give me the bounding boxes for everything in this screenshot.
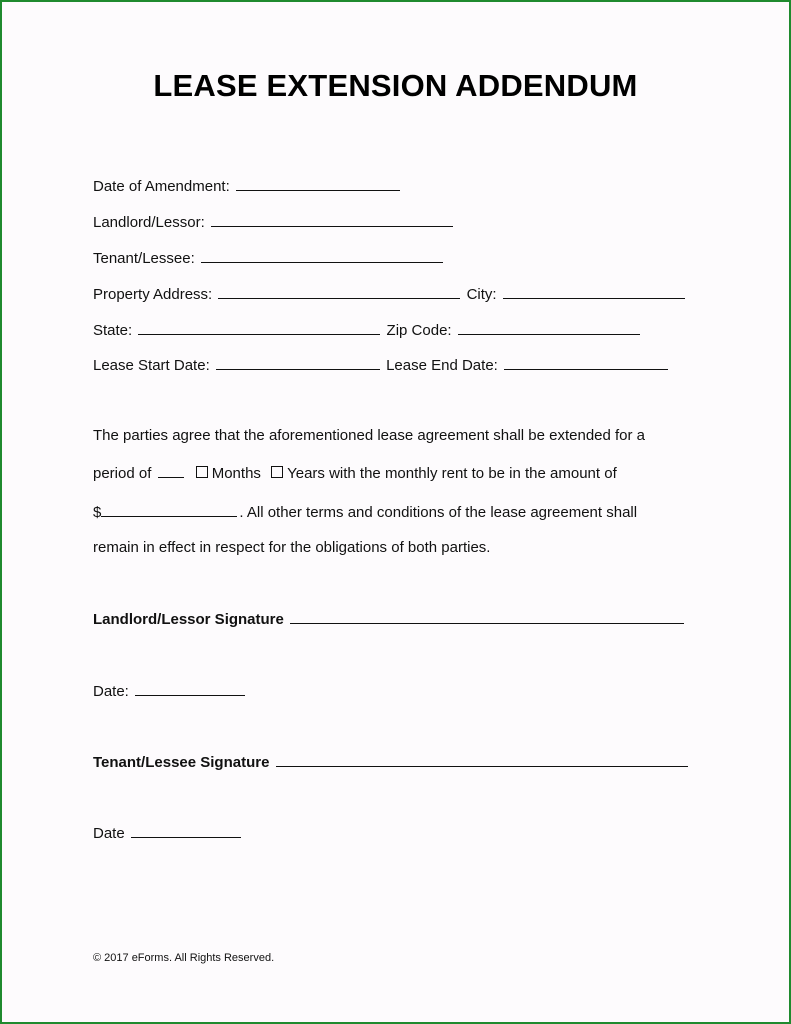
period-label: period of: [93, 465, 152, 482]
state-row: [93, 320, 642, 339]
paragraph-line-1-text: The parties agree that the aforementioned lease agreement shall be extended for a: [93, 427, 646, 444]
tenant-label: Tenant/Lessee:: [93, 250, 195, 267]
tenant-date-field[interactable]: [131, 823, 241, 838]
paragraph-line-4: [93, 539, 490, 556]
state-field[interactable]: [138, 320, 380, 335]
property-address-label: Property Address:: [93, 286, 213, 303]
landlord-date-label: Date:: [93, 683, 129, 700]
date-of-amendment-field[interactable]: [236, 176, 400, 191]
tenant-signature-field[interactable]: [276, 752, 688, 767]
landlord-date-field[interactable]: [135, 681, 245, 696]
tenant-row: [93, 248, 445, 267]
date-of-amendment-label: Date of Amendment:: [93, 178, 230, 195]
lease-start-date-field[interactable]: [216, 355, 380, 370]
landlord-date-row: [93, 681, 247, 700]
tenant-date-row: [93, 823, 243, 842]
period-field[interactable]: [158, 463, 184, 478]
date-of-amendment-row: [93, 176, 402, 195]
dollar-sign: $: [93, 504, 102, 521]
tenant-field[interactable]: [201, 248, 443, 263]
tenant-signature-row: [93, 752, 690, 771]
years-label: Years: [287, 465, 325, 482]
property-address-field[interactable]: [218, 284, 460, 299]
lease-start-date-label: Lease Start Date:: [93, 357, 210, 374]
lease-end-date-label: Lease End Date:: [386, 357, 498, 374]
landlord-signature-label: Landlord/Lessor Signature: [93, 611, 284, 628]
landlord-field[interactable]: [211, 212, 453, 227]
zip-code-label: Zip Code:: [386, 322, 452, 339]
years-checkbox[interactable]: [271, 466, 283, 478]
landlord-signature-row: [93, 609, 686, 628]
paragraph-line-2: [93, 463, 617, 482]
rent-amount-field[interactable]: [101, 502, 237, 517]
tenant-signature-label: Tenant/Lessee Signature: [93, 754, 270, 771]
paragraph-line-1: [93, 427, 645, 444]
terms-text: . All other terms and conditions of the lease agreement shall: [239, 504, 638, 521]
paragraph-line-3: [93, 502, 637, 521]
landlord-signature-field[interactable]: [290, 609, 684, 624]
months-label: Months: [211, 465, 261, 482]
months-checkbox[interactable]: [196, 466, 208, 478]
tenant-date-label: Date: [93, 825, 125, 842]
landlord-label: Landlord/Lessor:: [93, 214, 205, 231]
lease-end-date-field[interactable]: [504, 355, 668, 370]
property-address-row: [93, 284, 687, 303]
city-label: City:: [466, 286, 497, 303]
state-label: State:: [93, 322, 133, 339]
landlord-row: [93, 212, 455, 231]
paragraph-line-4-text: remain in effect in respect for the obligations of both parties.: [93, 539, 491, 556]
page-title: LEASE EXTENSION ADDENDUM: [153, 68, 638, 103]
rent-text: with the monthly rent to be in the amount of: [329, 465, 617, 482]
copyright-footer: © 2017 eForms. All Rights Reserved.: [93, 952, 275, 964]
city-field[interactable]: [503, 284, 685, 299]
lease-dates-row: [93, 355, 670, 374]
zip-code-field[interactable]: [458, 320, 640, 335]
